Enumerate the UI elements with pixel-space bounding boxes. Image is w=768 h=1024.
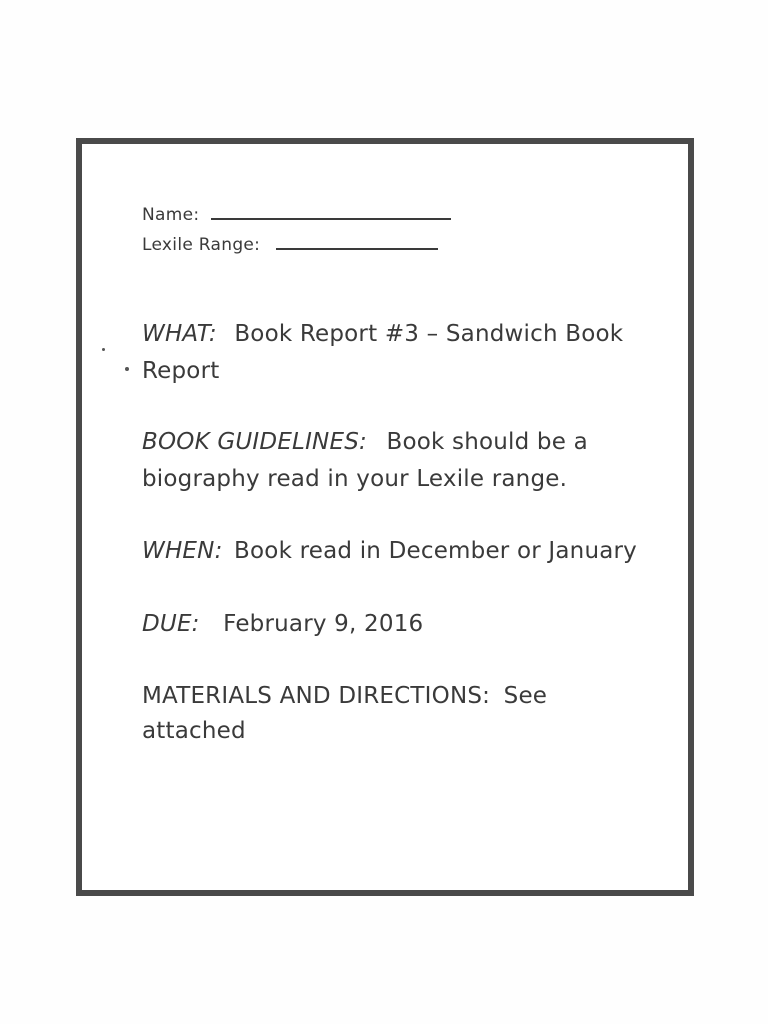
what-text: Book Report #3 – Sandwich Book — [234, 321, 624, 347]
due-text: February 9, 2016 — [223, 611, 424, 637]
scan-speck — [102, 348, 105, 351]
materials-text: See — [503, 683, 548, 709]
what-row — [142, 321, 623, 347]
materials-text-continued: attached — [142, 718, 246, 744]
materials-row — [142, 683, 547, 709]
name-blank-line — [211, 217, 451, 220]
due-row — [142, 611, 423, 637]
when-text: Book read in December or January — [234, 538, 637, 564]
name-label: Name: — [142, 205, 200, 225]
what-text-continued: Report — [142, 358, 220, 384]
guidelines-row — [142, 429, 588, 455]
what-label: WHAT: — [142, 321, 217, 347]
name-row — [142, 205, 451, 225]
due-label: DUE: — [142, 611, 200, 637]
guidelines-text-continued: biography read in your Lexile range. — [142, 466, 568, 492]
when-label: WHEN: — [142, 538, 223, 564]
materials-label: MATERIALS AND DIRECTIONS: — [142, 683, 491, 709]
scan-speck — [125, 367, 129, 371]
when-row — [142, 538, 637, 564]
lexile-label: Lexile Range: — [142, 235, 261, 255]
lexile-row — [142, 235, 438, 255]
guidelines-text: Book should be a — [386, 429, 588, 455]
lexile-blank-line — [276, 247, 438, 250]
guidelines-label: BOOK GUIDELINES: — [142, 429, 367, 455]
